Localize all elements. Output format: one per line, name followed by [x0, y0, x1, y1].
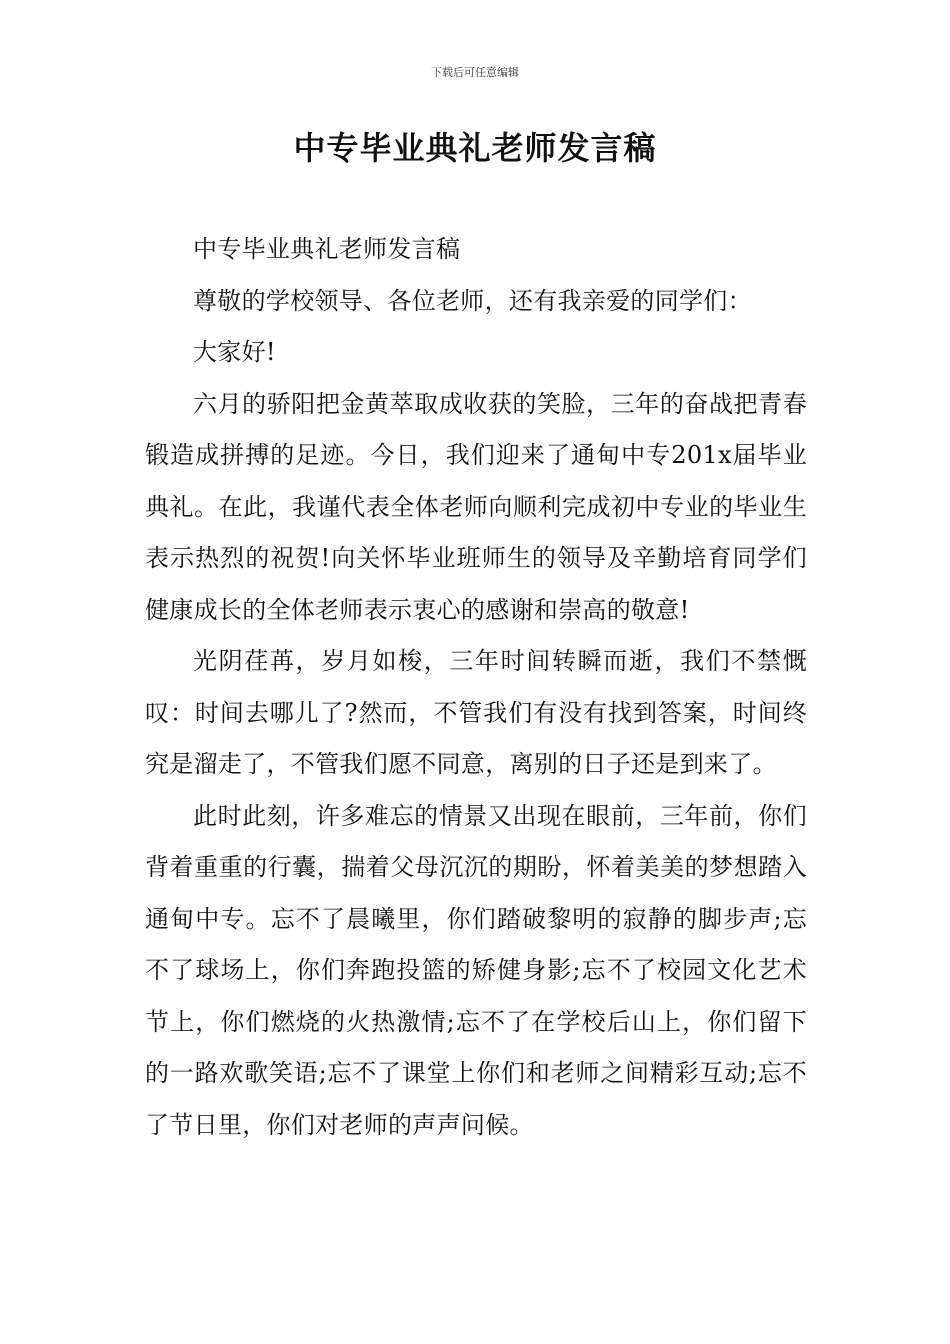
- document-title: 中专毕业典礼老师发言稿: [293, 129, 657, 167]
- paragraph-body: 此时此刻，许多难忘的情景又出现在眼前，三年前，你们背着重重的行囊，揣着父母沉沉的期盼，怀着美美的梦想踏入通甸中专。忘不了晨曦里，你们踏破黎明的寂静的脚步声;忘不了球场上，你们奔跑投篮的矫健身影;忘不了校园文化艺术节上，你们燃烧的火热激情;忘不了在学校后山上，你们留下的一路欢歌笑语;忘不了课堂上你们和老师之间精彩互动;忘不了节日里，你们对老师的声声问候。: [145, 801, 807, 1139]
- document-body: [145, 224, 807, 1151]
- header-note: 下载后可任意编辑: [431, 66, 519, 79]
- paragraph-greeting: 大家好!: [193, 338, 276, 366]
- paragraph-body: 六月的骄阳把金黄萃取成收获的笑脸，三年的奋战把青春锻造成拼搏的足迹。今日，我们迎来了通甸中专201x届毕业典礼。在此，我谨代表全体老师向顺利完成初中专业的毕业生表示热烈的祝贺!向关怀毕业班师生的领导及辛勤培育同学们健康成长的全体老师表示衷心的感谢和崇高的敬意!: [145, 389, 807, 624]
- paragraph-subtitle: 中专毕业典礼老师发言稿: [193, 235, 461, 263]
- paragraph-body: 光阴荏苒，岁月如梭，三年时间转瞬而逝，我们不禁慨叹：时间去哪儿了?然而，不管我们有没有找到答案，时间终究是溜走了，不管我们愿不同意，离别的日子还是到来了。: [145, 647, 807, 778]
- paragraph-salutation: 尊敬的学校领导、各位老师，还有我亲爱的同学们：: [193, 286, 752, 315]
